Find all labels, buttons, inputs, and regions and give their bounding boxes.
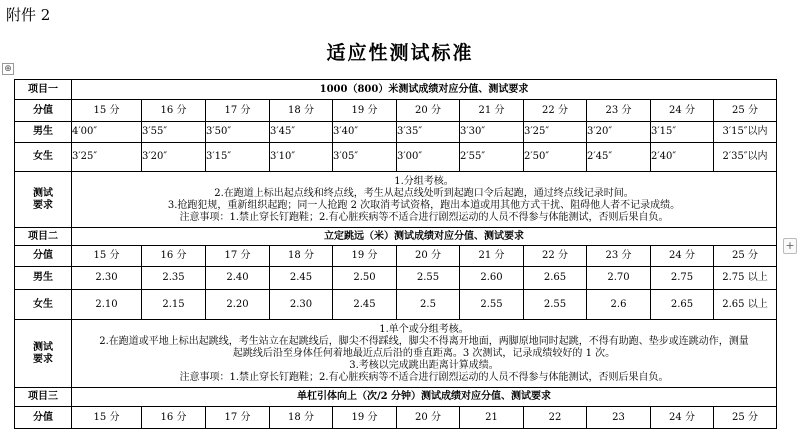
requirement-label [15, 172, 72, 228]
female-value: 3′15″ [206, 143, 270, 172]
score-label: 分值 [15, 407, 72, 429]
male-value: 3′20″ [587, 122, 651, 143]
score-cell: 16 分 [142, 246, 206, 267]
score-cell: 20 分 [397, 407, 460, 429]
score-label: 分值 [15, 100, 72, 122]
score-row [15, 100, 777, 122]
female-value: 3′00″ [397, 143, 460, 172]
score-cell: 16 分 [142, 407, 206, 429]
score-cell: 17 分 [206, 246, 270, 267]
female-value: 2′35″以内 [714, 143, 777, 172]
add-column-handle-icon[interactable]: + [783, 238, 797, 254]
table-move-handle-icon[interactable]: ⊕ [2, 63, 14, 75]
female-value: 2.55 [524, 290, 587, 320]
male-value: 2.55 [397, 267, 460, 290]
female-value: 2′45″ [587, 143, 651, 172]
male-value: 3′30″ [460, 122, 524, 143]
standards-table [14, 79, 777, 429]
score-cell: 17 分 [206, 407, 270, 429]
male-row [15, 267, 777, 290]
item-label: 项目二 [15, 228, 72, 246]
section-heading: 1000（800）米测试成绩对应分值、测试要求 [72, 80, 777, 100]
requirement-notes [72, 320, 777, 388]
requirement-label-line: 测试 [33, 341, 53, 353]
female-value: 2′55″ [460, 143, 524, 172]
female-value: 2′40″ [651, 143, 714, 172]
male-value: 3′25″ [524, 122, 587, 143]
male-value: 2.70 [587, 267, 651, 290]
score-cell: 23 [587, 407, 651, 429]
male-value: 3′35″ [397, 122, 460, 143]
male-value: 2.75 [651, 267, 714, 290]
requirement-line: 起跳线后沿至身体任何着地最近点后沿的垂直距离。3 次测试，记录成绩较好的 1 次。 [232, 347, 616, 359]
section-header-row [15, 228, 777, 246]
female-value: 3′10″ [270, 143, 333, 172]
score-cell: 22 [524, 407, 587, 429]
male-value: 2.75 以上 [714, 267, 777, 290]
table-body [15, 80, 777, 429]
score-label: 分值 [15, 246, 72, 267]
score-cell: 19 分 [333, 100, 397, 122]
score-cell: 16 分 [142, 100, 206, 122]
female-row [15, 290, 777, 320]
requirement-line: 3.考核以完成跳出距离计算成绩。 [349, 359, 499, 371]
document-title: 适应性测试标准 [326, 42, 474, 64]
female-label: 女生 [15, 290, 72, 320]
requirement-label-line: 要求 [33, 353, 53, 365]
male-value: 4′00″ [72, 122, 142, 143]
requirement-line: 注意事项：1.禁止穿长钉跑鞋；2.有心脏疾病等不适合进行剧烈运动的人员不得参与体能测试，否则后果自负。 [179, 371, 669, 383]
section-header-row [15, 80, 777, 100]
male-value: 3′55″ [142, 122, 206, 143]
female-value: 2.5 [397, 290, 460, 320]
requirement-label-line: 要求 [33, 199, 53, 211]
item-label: 项目三 [15, 388, 72, 407]
score-cell: 20 分 [397, 100, 460, 122]
score-cell: 15 分 [72, 246, 142, 267]
requirement-line: 1.单个或分组考核。 [379, 323, 469, 335]
score-cell: 23 分 [587, 100, 651, 122]
male-value: 3′15″以内 [714, 122, 777, 143]
score-cell: 21 分 [460, 246, 524, 267]
score-cell: 17 分 [206, 100, 270, 122]
female-value: 3′05″ [333, 143, 397, 172]
male-value: 3′45″ [270, 122, 333, 143]
female-value: 2.30 [270, 290, 333, 320]
female-value: 2.65 [651, 290, 714, 320]
female-value: 2.15 [142, 290, 206, 320]
male-label: 男生 [15, 267, 72, 290]
score-cell: 23 分 [587, 246, 651, 267]
score-cell: 20 分 [397, 246, 460, 267]
section-heading: 立定跳远（米）测试成绩对应分值、测试要求 [72, 228, 777, 246]
male-value: 2.50 [333, 267, 397, 290]
male-value: 3′15″ [651, 122, 714, 143]
female-value: 2.10 [72, 290, 142, 320]
requirement-line: 2.在跑道上标出起点线和终点线，考生从起点线处听到起跑口令后起跑，通过终点线记录时间。 [214, 187, 634, 199]
score-cell: 18 分 [270, 246, 333, 267]
male-label: 男生 [15, 122, 72, 143]
score-cell: 21 分 [460, 100, 524, 122]
requirement-label [15, 320, 72, 388]
male-value: 2.65 [524, 267, 587, 290]
score-row [15, 246, 777, 267]
female-value: 2′50″ [524, 143, 587, 172]
female-value: 3′25″ [72, 143, 142, 172]
male-value: 2.60 [460, 267, 524, 290]
requirement-line: 2.在跑道或平地上标出起跳线，考生站立在起跳线后，脚尖不得踩线，脚尖不得离开地面，两脚原地同时起跳，不得有助跑、垫步或连跳动作，测量 [99, 335, 749, 347]
score-cell: 19 分 [333, 407, 397, 429]
requirement-line: 1.分组考核。 [394, 175, 454, 187]
male-row [15, 122, 777, 143]
score-cell: 24 分 [651, 246, 714, 267]
female-value: 2.55 [460, 290, 524, 320]
score-cell: 22 分 [524, 100, 587, 122]
item-label: 项目一 [15, 80, 72, 100]
requirement-line: 注意事项：1.禁止穿长钉跑鞋；2.有心脏疾病等不适合进行剧烈运动的人员不得参与体能测试，否则后果自负。 [179, 211, 669, 223]
score-cell: 25 分 [714, 100, 777, 122]
female-value: 2.65 以上 [714, 290, 777, 320]
score-cell: 22 分 [524, 246, 587, 267]
score-cell: 15 分 [72, 407, 142, 429]
requirement-line: 3.抢跑犯规，重新组织起跑；同一人抢跑 2 次取消考试资格，跑出本道或用其他方式干扰、阻碍他人者不记录成绩。 [167, 199, 681, 211]
score-cell: 24 分 [651, 100, 714, 122]
female-label: 女生 [15, 143, 72, 172]
score-cell: 15 分 [72, 100, 142, 122]
requirement-row [15, 320, 777, 388]
female-value: 2.6 [587, 290, 651, 320]
male-value: 3′40″ [333, 122, 397, 143]
female-value: 2.45 [333, 290, 397, 320]
score-cell: 18 分 [270, 100, 333, 122]
score-cell: 21 [460, 407, 524, 429]
section-heading: 单杠引体向上（次/2 分钟）测试成绩对应分值、测试要求 [72, 388, 777, 407]
score-cell: 25 分 [714, 407, 777, 429]
male-value: 2.35 [142, 267, 206, 290]
score-cell: 24 分 [651, 407, 714, 429]
score-cell: 25 分 [714, 246, 777, 267]
score-cell: 18 分 [270, 407, 333, 429]
requirement-notes [72, 172, 777, 228]
section-header-row [15, 388, 777, 407]
score-row [15, 407, 777, 429]
female-value: 2.20 [206, 290, 270, 320]
requirement-row [15, 172, 777, 228]
score-cell: 19 分 [333, 246, 397, 267]
male-value: 2.45 [270, 267, 333, 290]
male-value: 3′50″ [206, 122, 270, 143]
requirement-label-line: 测试 [33, 187, 53, 199]
male-value: 2.30 [72, 267, 142, 290]
male-value: 2.40 [206, 267, 270, 290]
female-row [15, 143, 777, 172]
female-value: 3′20″ [142, 143, 206, 172]
attachment-label: 附件 2 [6, 6, 51, 24]
